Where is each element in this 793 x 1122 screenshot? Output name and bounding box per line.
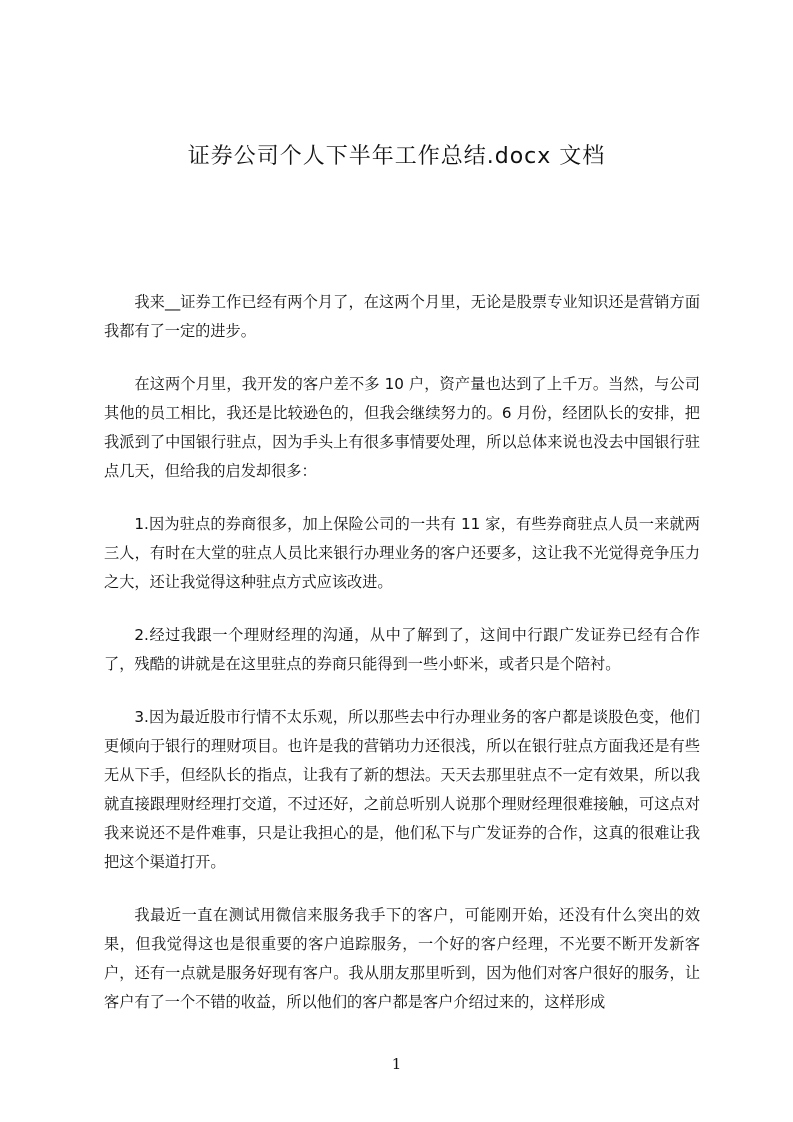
paragraph-progress: 在这两个月里，我开发的客户差不多 10 户，资产量也达到了上千万。当然，与公司其他的员工相比，我还是比较逊色的，但我会继续努力的。6 月份，经团队长的安排，把我派到了中国银行驻点，因为手头上有很多事情要处理，所以总体来说也没去中国银行驻点几天，但给我的启发却很多： [104,375,700,480]
paragraph-intro: 我来__证券工作已经有两个月了，在这两个月里，无论是股票专业知识还是营销方面我都有了一定的进步。 [104,293,700,340]
paragraph-wechat-service: 我最近一直在测试用微信来服务我手下的客户，可能刚开始，还没有什么突出的效果，但我觉得这也是很重要的客户追踪服务，一个好的客户经理，不光要不断开发新客户，还有一点就是服务好现有客户。我从朋友那里听到，因为他们对客户很好的服务，让客户有了一个不错的收益，所以他们的客户都是客户介绍过来的，这样形成 [104,906,700,1011]
page-number: 1 [391,1055,402,1073]
paragraph-point-1: 1.因为驻点的券商很多，加上保险公司的一共有 11 家，有些券商驻点人员一来就两三人，有时在大堂的驻点人员比来银行办理业务的客户还要多，这让我不光觉得竞争压力之大，还让我觉得这种驻点方式应该改进。 [104,515,700,591]
document-title: 证券公司个人下半年工作总结.docx 文档 [187,144,606,169]
paragraph-point-2: 2.经过我跟一个理财经理的沟通，从中了解到了，这间中行跟广发证券已经有合作了，残酷的讲就是在这里驻点的券商只能得到一些小虾米，或者只是个陪衬。 [104,626,700,673]
document-body [104,288,700,1041]
paragraph-point-3: 3.因为最近股市行情不太乐观，所以那些去中行办理业务的客户都是谈股色变，他们更倾向于银行的理财项目。也许是我的营销功力还很浅，所以在银行驻点方面我还是有些无从下手，但经队长的指点，让我有了新的想法。天天去那里驻点不一定有效果，所以我就直接跟理财经理打交道，不过还好，之前总听别人说那个理财经理很难接触，可这点对我来说还不是件难事，只是让我担心的是，他们私下与广发证券的合作，这真的很难让我把这个渠道打开。 [104,708,700,871]
